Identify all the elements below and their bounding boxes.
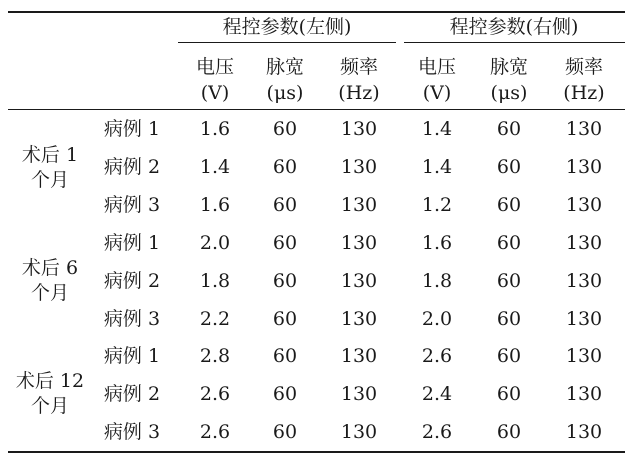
- table-cell: 60: [272, 118, 298, 140]
- header-rule: [8, 109, 625, 110]
- table-cell: 2.6: [199, 383, 231, 405]
- table-cell: 60: [496, 156, 522, 178]
- table-cell: 130: [340, 383, 378, 405]
- table-cell: 1.6: [199, 194, 231, 216]
- col-header-unit: (μs): [266, 82, 304, 104]
- table-cell: 2.6: [421, 345, 453, 367]
- top-rule: [8, 11, 625, 13]
- case-label: 病例 3: [103, 421, 161, 443]
- col-header-unit: (Hz): [563, 82, 605, 104]
- table-cell: 2.6: [199, 421, 231, 443]
- table-cell: 60: [272, 308, 298, 330]
- table-cell: 130: [565, 308, 603, 330]
- table-cell: 130: [340, 194, 378, 216]
- table-cell: 130: [340, 308, 378, 330]
- table-cell: 60: [272, 156, 298, 178]
- period-label: 术后 12: [15, 370, 85, 392]
- col-header-name: 电压: [417, 56, 457, 78]
- table-cell: 130: [340, 270, 378, 292]
- table-cell: 2.0: [421, 308, 453, 330]
- col-header-unit: (μs): [490, 82, 528, 104]
- period-label: 个月: [30, 169, 70, 191]
- col-header-name: 电压: [195, 56, 235, 78]
- table-cell: 60: [496, 270, 522, 292]
- case-label: 病例 2: [103, 156, 161, 178]
- col-header-unit: (V): [422, 82, 452, 104]
- table-cell: 60: [496, 194, 522, 216]
- table-cell: 130: [565, 118, 603, 140]
- table-cell: 60: [496, 118, 522, 140]
- table-cell: 130: [565, 383, 603, 405]
- col-header-unit: (V): [200, 82, 230, 104]
- table-cell: 130: [340, 345, 378, 367]
- bottom-rule: [8, 451, 625, 453]
- table-cell: 2.2: [199, 308, 231, 330]
- table-cell: 60: [496, 421, 522, 443]
- col-header-name: 脉宽: [265, 56, 305, 78]
- table-cell: 1.6: [421, 232, 453, 254]
- group-header-right: 程控参数(右侧): [449, 16, 579, 38]
- period-label: 个月: [30, 282, 70, 304]
- case-label: 病例 1: [103, 232, 161, 254]
- table-cell: 130: [340, 232, 378, 254]
- table-cell: 60: [496, 345, 522, 367]
- table-cell: 60: [272, 194, 298, 216]
- table-cell: 60: [496, 383, 522, 405]
- case-label: 病例 3: [103, 194, 161, 216]
- table-cell: 60: [272, 270, 298, 292]
- period-label: 术后 6: [21, 257, 79, 279]
- col-header-name: 频率: [339, 56, 379, 78]
- table-cell: 1.4: [421, 156, 453, 178]
- case-label: 病例 1: [103, 345, 161, 367]
- right-group-underline: [404, 42, 625, 43]
- period-label: 个月: [30, 395, 70, 417]
- table-cell: 130: [340, 156, 378, 178]
- table-cell: 60: [496, 232, 522, 254]
- col-header-name: 脉宽: [489, 56, 529, 78]
- period-label: 术后 1: [21, 144, 79, 166]
- table-cell: 130: [565, 421, 603, 443]
- case-label: 病例 2: [103, 383, 161, 405]
- table-cell: 2.4: [421, 383, 453, 405]
- col-header-unit: (Hz): [338, 82, 380, 104]
- table-cell: 1.6: [199, 118, 231, 140]
- table-cell: 1.4: [199, 156, 231, 178]
- table-cell: 130: [565, 156, 603, 178]
- table-cell: 2.0: [199, 232, 231, 254]
- table-cell: 1.2: [421, 194, 453, 216]
- table-cell: 60: [272, 421, 298, 443]
- table-cell: 130: [565, 270, 603, 292]
- table-cell: 60: [272, 232, 298, 254]
- table-cell: 130: [340, 118, 378, 140]
- table-cell: 130: [340, 421, 378, 443]
- table-cell: 2.6: [421, 421, 453, 443]
- left-group-underline: [178, 42, 396, 43]
- case-label: 病例 3: [103, 308, 161, 330]
- table-cell: 60: [272, 383, 298, 405]
- table-cell: 130: [565, 345, 603, 367]
- case-label: 病例 1: [103, 118, 161, 140]
- table-cell: 130: [565, 194, 603, 216]
- col-header-name: 频率: [564, 56, 604, 78]
- table-cell: 60: [496, 308, 522, 330]
- case-label: 病例 2: [103, 270, 161, 292]
- table-cell: 1.8: [199, 270, 231, 292]
- table-cell: 2.8: [199, 345, 231, 367]
- group-header-left: 程控参数(左侧): [222, 16, 352, 38]
- table-cell: 130: [565, 232, 603, 254]
- table-cell: 1.8: [421, 270, 453, 292]
- table-cell: 1.4: [421, 118, 453, 140]
- table-cell: 60: [272, 345, 298, 367]
